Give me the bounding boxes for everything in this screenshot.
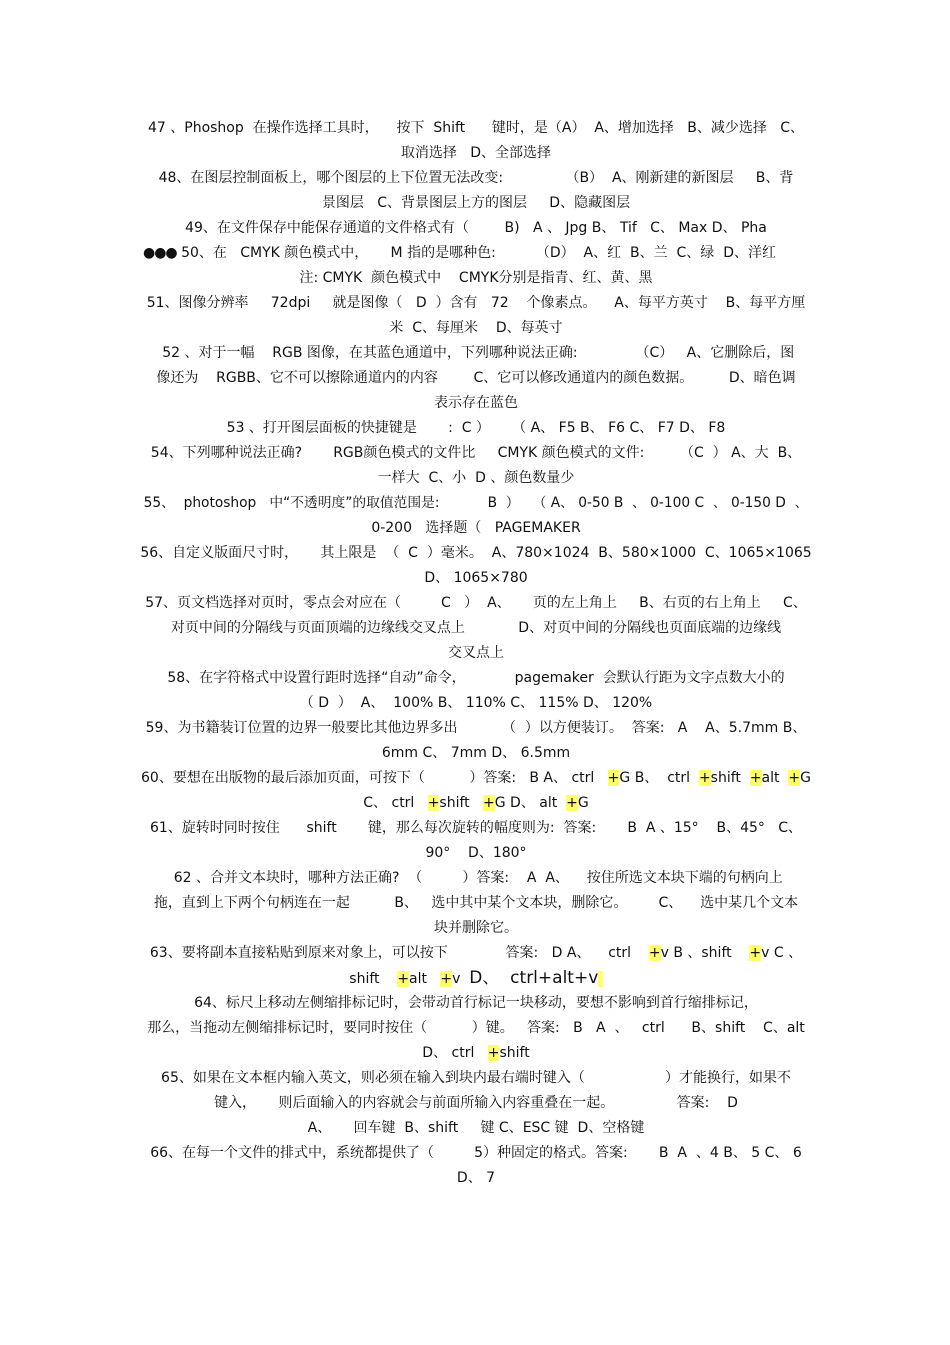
q55-line2: 0-200 选择题（ PAGEMAKER [371,520,581,536]
highlight-plus: + [483,795,495,811]
q64-line3-text: D、 ctrl [422,1045,488,1061]
q56-line2: D、 1065×780 [424,570,528,586]
q63-line1-text: 63、要将副本直接粘贴到原来对象上，可以按下 答案: D A、 ctrl [149,945,649,961]
q58-line2: （ D ） A、 100% B、 110% C、 115% D、 120% [299,695,653,711]
q63-line2-seg: alt [409,971,441,987]
q57-line1: 57、页文档选择对页时，零点会对应在（ C ） A、 页的左上角上 B、右页的右上角上 C、 [145,595,807,611]
q65-line2: 键入， 则后面输入的内容就会与前面所输入内容重叠在一起。 答案: D [214,1095,738,1111]
q66-line1: 66、在每一个文件的排式中，系统都提供了（ 5）种固定的格式。答案: B A 、4 B、 5 C、 6 [150,1145,802,1161]
q65-line1: 65、如果在文本框内输入英文，则必须在输入到块内最右端时键入（ ）才能换行，如果不 [161,1070,791,1086]
highlight-plus: + [427,795,440,811]
q52-line1: 52 、对于一幅 RGB 图像，在其蓝色通道中，下列哪种说法正确: （C） A、它删除后，图 [157,345,795,361]
q63-line1-seg: v B 、shift [660,945,750,961]
q65-line3: A、 回车键 B、shift 键 C、ESC 键 D、空格键 [307,1120,645,1136]
highlight-plus: + [566,795,578,811]
q50-line1 [143,243,776,263]
q64-line2: 那么，当拖动左侧缩排标记时，要同时按住（ ）键。 答案: B A 、 ctrl B、shift C、alt [147,1020,805,1036]
highlight-plus: + [749,770,762,786]
q59-line2: 6mm C、 7mm D、 6.5mm [381,745,571,761]
q63-line2-text: shift [349,971,398,987]
highlight-plus: + [440,971,453,987]
q54-line2: 一样大 C、小 D 、颜色数量少 [377,470,575,486]
q48-line1: 48、在图层控制面板上，哪个图层的上下位置无法改变: （B） A、刚新建的新图层 B、背 [158,170,794,186]
q47-line2: 取消选择 D、全部选择 [400,145,552,161]
q52-line3: 表示存在蓝色 [434,395,518,411]
q60-line2-seg: G D、 alt [494,795,567,811]
q66-line2: D、 7 [456,1170,496,1186]
q52-line2: 像还为 RGBB、它不可以擦除通道内的内容 C、它可以修改通道内的颜色数据。 D、暗色调 [156,370,796,386]
q64-line1: 64、标尺上移动左侧缩排标记时，会带动首行标记一块移动，要想不影响到首行缩排标记， [194,995,758,1011]
q47-line1: 47 、Phoshop 在操作选择工具时， 按下 Shift 键时，是（A） A、增加选择 B、减少选择 C、 [147,120,805,136]
q57-line2: 对页中间的分隔线与页面顶端的边缘线交叉点上 D、对页中间的分隔线也页面底端的边缘线 [170,620,782,636]
bullet-dots: ●●● [143,245,177,261]
q63-line2-seg: v [452,971,470,987]
q61-line2: 90° D、180° [425,845,527,861]
q53-line1: 53 、打开图层面板的快捷键是 : C ） （ A、 F5 B、 F6 C、 F7 D、 F8 [226,420,726,436]
q60-line2-seg: shift [439,795,484,811]
highlight-plus: + [749,945,762,961]
highlight-plus: + [648,945,661,961]
q63-large-answer: D、 ctrl+alt+v [469,968,599,988]
q63-line1-seg: v C 、 [761,945,803,961]
q60-line1-seg: G [800,770,811,786]
q60-line2-seg: G [577,795,589,811]
q60-line1-text: 60、要想在出版物的最后添加页面，可按下（ ）答案: B A、 ctrl [141,770,608,786]
q60-line1-seg: shift [710,770,750,786]
q55-line1: 55、 photoshop 中“不透明度”的取值范围是: B ） （ A、 0-50 B 、 0-100 C 、 0-150 D 、 [143,495,809,511]
q60-line2 [140,793,812,813]
highlight-plus: + [397,971,410,987]
q62-line1: 62 、合并文本块时，哪种方法正确? （ ）答案: A A、 按住所选文本块下端的句柄向上 [169,870,783,886]
q50-line1-text: 50、在 CMYK 颜色模式中， M 指的是哪种色: （D） A、红 B、兰 C、绿 D、洋红 [176,245,776,261]
q63-line1 [140,943,812,963]
q57-line3: 交叉点上 [448,645,504,661]
q61-line1: 61、旋转时同时按住 shift 键，那么每次旋转的幅度则为: 答案: B A 、15° B、45° C、 [149,820,803,836]
q60-line1-seg: G B、 ctrl [619,770,699,786]
q50-line2: 注: CMYK 颜色模式中 CMYK分别是指青、红、黄、黑 [299,270,653,286]
q60-line1-seg: alt [761,770,789,786]
q49-line1: 49、在文件保存中能保存通道的文件格式有（ B) A 、 Jpg B、 Tif C、 Max D、 Pha [185,220,767,236]
q64-line3 [140,1043,812,1063]
highlight-plus: + [788,770,801,786]
q48-line2: 景图层 C、背景图层上方的图层 D、隐藏图层 [321,195,631,211]
q51-line2: 米 C、每厘米 D、每英寸 [389,320,563,336]
q60-line1 [140,768,812,788]
q62-line2: 拖，直到上下两个句柄连在一起 B、 选中其中某个文本块，删除它。 C、 选中某几个文本 [153,895,799,911]
q58-line1: 58、在字符格式中设置行距时选择“自动”命令， pagemaker 会默认行距为文字点数大小的 [167,670,785,686]
q63-line2 [140,968,812,988]
q62-line3: 块并删除它。 [434,920,518,936]
q60-line2-text: C、 ctrl [363,795,428,811]
highlight-plus: + [698,770,711,786]
highlight-mark [598,971,602,987]
q54-line1: 54、下列哪种说法正确? RGB颜色模式的文件比 CMYK 颜色模式的文件: （C ） A、大 B、 [150,445,802,461]
highlight-plus: + [487,1045,500,1061]
q56-line1: 56、自定义版面尺寸时， 其上限是 （ C ）毫米。 A、780×1024 B、580×1000 C、1065×1065 [140,545,812,561]
q51-line1: 51、图像分辨率 72dpi 就是图像（ D ）含有 72 个像素点。 A、每平方英寸 B、每平方厘 [146,295,806,311]
highlight-plus: + [607,770,620,786]
q64-line3-seg: shift [499,1045,530,1061]
q59-line1: 59、为书籍装订位置的边界一般要比其他边界多出 （ ）以方便装订。 答案: A A、5.7mm B、 [145,720,807,736]
